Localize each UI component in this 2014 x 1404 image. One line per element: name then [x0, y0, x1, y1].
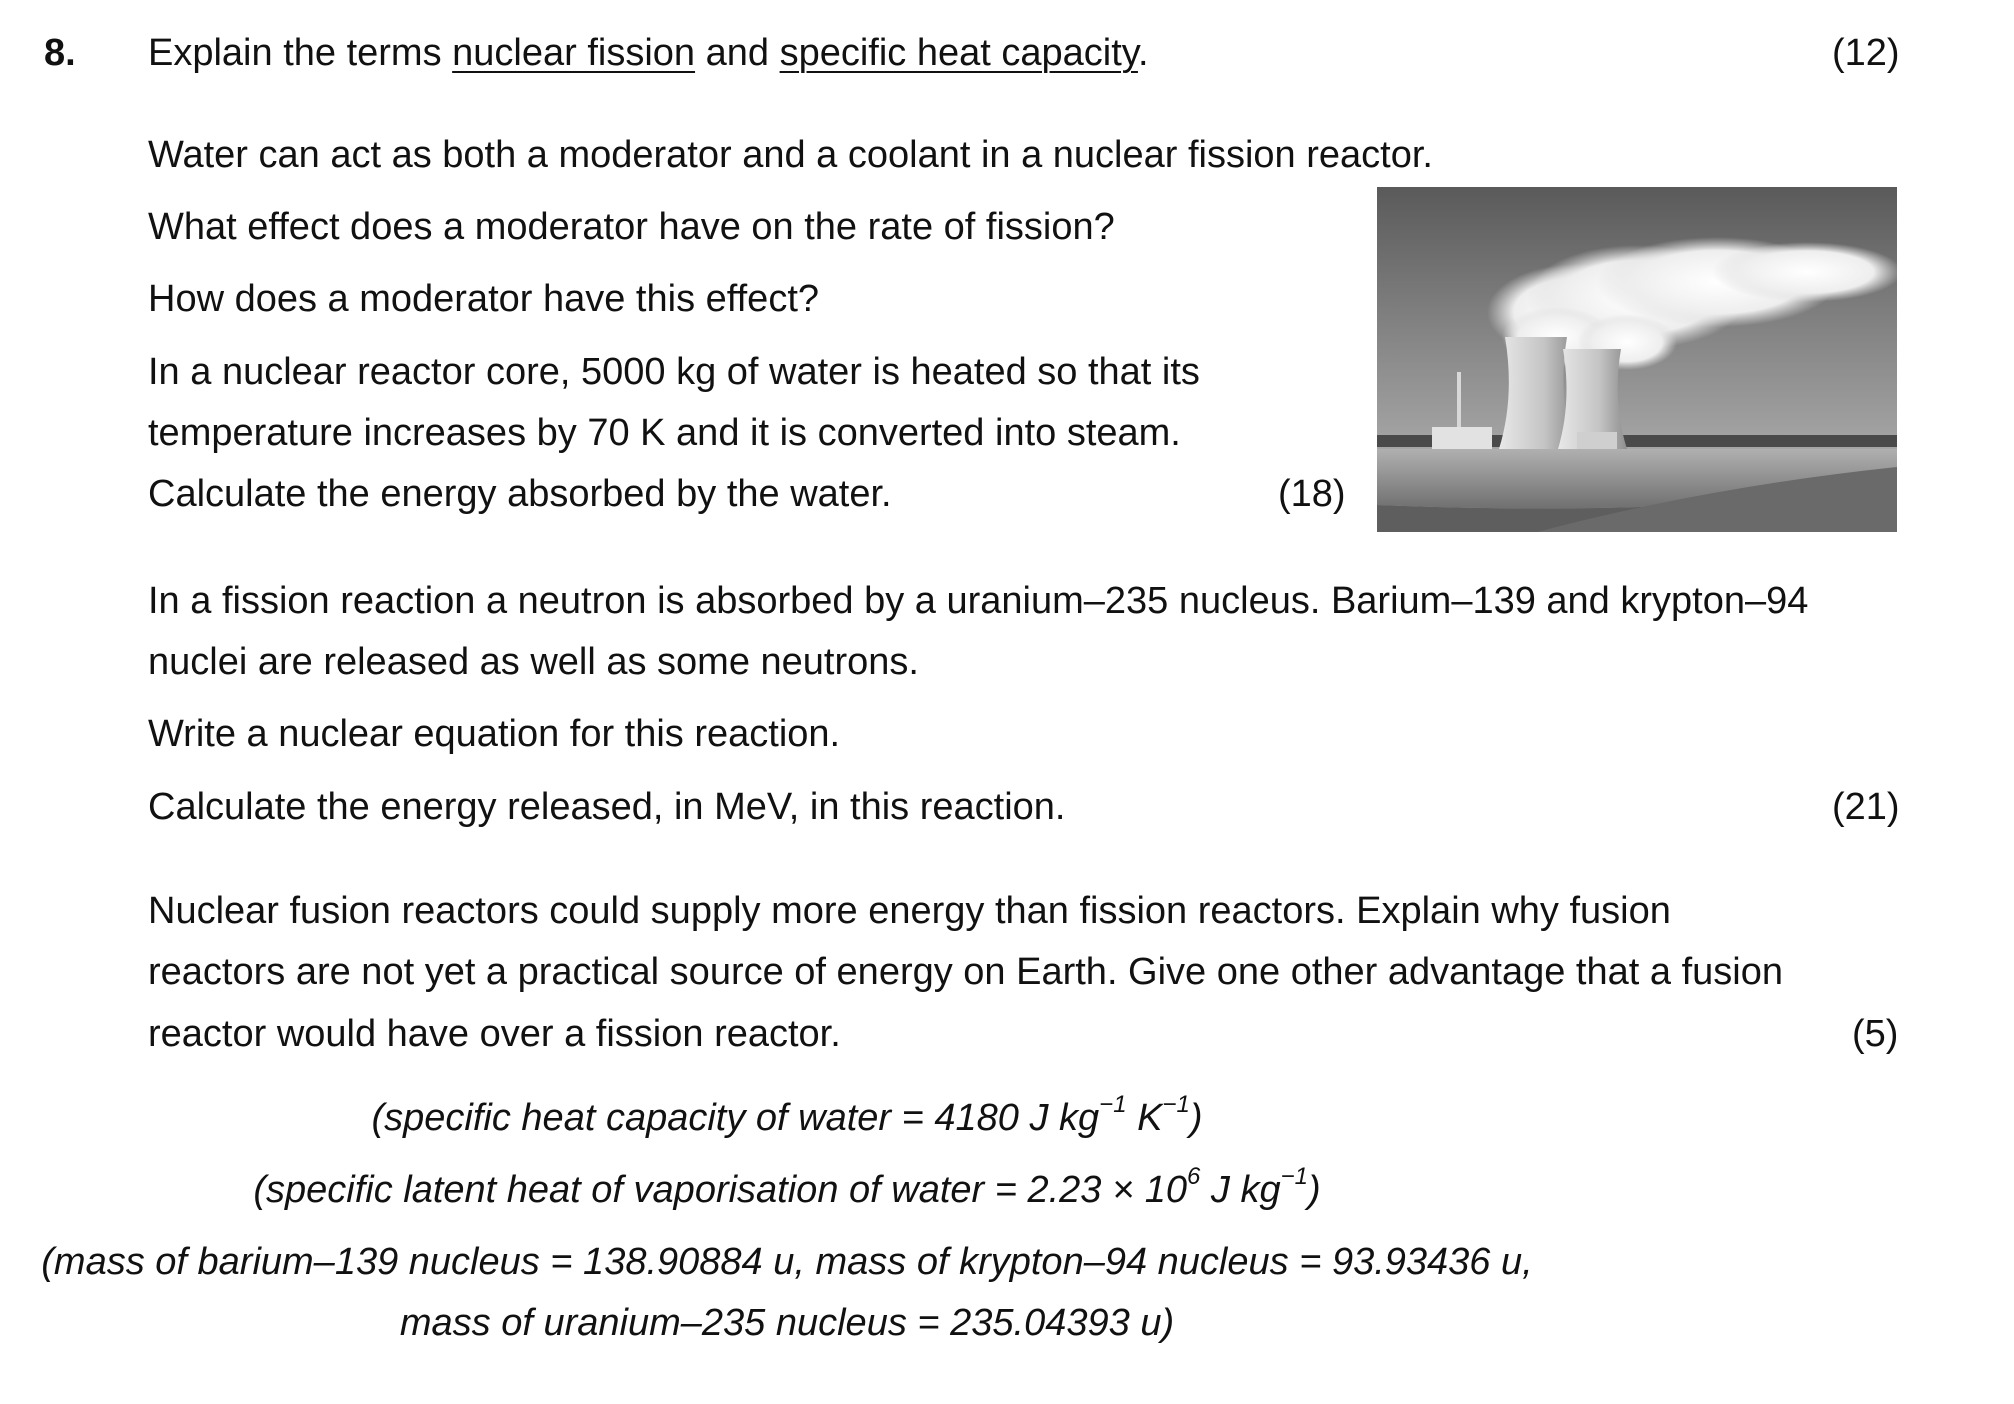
power-station-photo	[1377, 187, 1897, 532]
term-specific-heat-capacity: specific heat capacity	[779, 32, 1138, 74]
part1-prefix: Explain the terms	[148, 32, 453, 74]
part1-marks: (12)	[1832, 32, 1900, 74]
part2-line6: Calculate the energy absorbed by the water.	[148, 473, 892, 515]
part2-line2: What effect does a moderator have on the rate of fission?	[148, 206, 1115, 248]
lh-exponent: −1	[1280, 1163, 1308, 1191]
part2-line5: temperature increases by 70 K and it is converted into steam.	[148, 412, 1181, 454]
part1-text	[148, 30, 1149, 76]
data-latent-heat	[0, 1163, 1794, 1213]
shc-text: (specific heat capacity of water = 4180 J kg	[371, 1097, 1100, 1139]
part4-line2: reactors are not yet a practical source of energy on Earth. Give one other advantage that a fusion	[148, 951, 1783, 993]
lh-close: )	[1308, 1169, 1321, 1211]
part1-suffix: .	[1137, 32, 1149, 74]
part3-line1: In a fission reaction a neutron is absorbed by a uranium–235 nucleus. Barium–139 and krypton–94	[148, 580, 1809, 622]
part4-line3: reactor would have over a fission reactor.	[148, 1013, 841, 1055]
part2-marks: (18)	[1278, 473, 1346, 515]
part3-line4: Calculate the energy released, in MeV, in this reaction.	[148, 786, 1066, 828]
data-mass-line-2: mass of uranium–235 nucleus = 235.04393 u)	[399, 1302, 1175, 1344]
part1-and: and	[695, 32, 780, 74]
data-mass-line-1: (mass of barium–139 nucleus = 138.90884 u, mass of krypton–94 nucleus = 93.93436 u,	[41, 1241, 1533, 1283]
part3-line3: Write a nuclear equation for this reaction.	[148, 713, 841, 755]
lh-unit: J kg	[1200, 1169, 1281, 1211]
part4-marks: (5)	[1852, 1013, 1899, 1055]
term-nuclear-fission: nuclear fission	[452, 32, 696, 74]
shc-close: )	[1189, 1097, 1203, 1139]
part2-line1: Water can act as both a moderator and a coolant in a nuclear fission reactor.	[148, 134, 1433, 176]
question-number: 8.	[44, 32, 76, 74]
lh-power: 6	[1187, 1163, 1201, 1191]
part3-marks: (21)	[1832, 786, 1900, 828]
shc-exponent-1: −1	[1099, 1091, 1127, 1119]
part4-line1: Nuclear fusion reactors could supply more energy than fission reactors. Explain why fusion	[148, 890, 1671, 932]
shc-exponent-2: −1	[1162, 1091, 1190, 1119]
data-specific-heat-capacity	[0, 1091, 1794, 1141]
lh-text: (specific latent heat of vaporisation of water = 2.23 × 10	[253, 1169, 1188, 1211]
part2-line3: How does a moderator have this effect?	[148, 278, 820, 320]
part3-line2: nuclei are released as well as some neutrons.	[148, 641, 919, 683]
shc-kelvin: K	[1126, 1097, 1163, 1139]
part2-line4: In a nuclear reactor core, 5000 kg of water is heated so that its	[148, 351, 1200, 393]
